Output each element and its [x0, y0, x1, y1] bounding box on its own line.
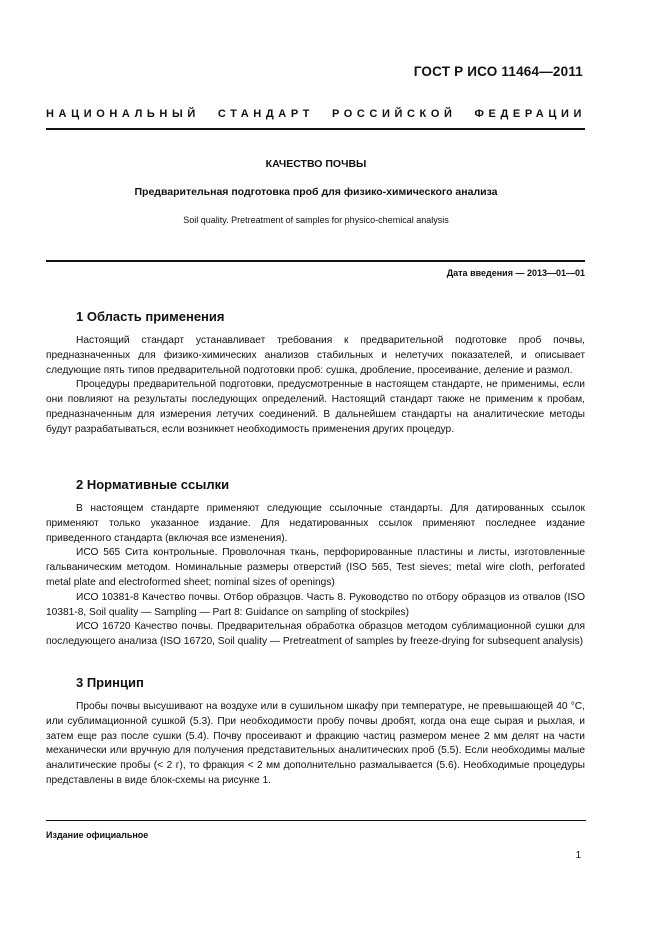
standard-title: КАЧЕСТВО ПОЧВЫ	[265, 158, 367, 170]
national-title-word: ФЕДЕРАЦИИ	[474, 108, 586, 120]
section-3-heading: 3 Принцип	[76, 675, 144, 690]
paragraph: Настоящий стандарт устанавливает требования к предварительной подготовке проб почвы, предназначенных для физико-химических анализов стабильных и нелетучих показателей, и описывает следующие пять типов предварительной подготовки проб: сушка, дробление, просеивание, деление и размол.	[46, 335, 585, 376]
section-2-body	[46, 502, 585, 650]
national-title-word: НАЦИОНАЛЬНЫЙ	[46, 108, 200, 120]
section-1-body	[46, 334, 585, 438]
paragraph: Процедуры предварительной подготовки, предусмотренные в настоящем стандарте, не применимы, если они повлияют на результаты последующих определений. Настоящий стандарт также не применим к пробам, предназначенным для измерения летучих соединений. В дальнейшем стандарты на аналитические методы будут разрабатываться, если возникнет необходимость применения других процедур.	[46, 379, 585, 435]
header-rule	[46, 128, 585, 130]
section-1-heading: 1 Область применения	[76, 309, 225, 324]
standard-subtitle: Предварительная подготовка проб для физико-химического анализа	[134, 186, 498, 198]
page-number: 1	[575, 850, 581, 861]
doc-code: ГОСТ Р ИСО 11464—2011	[413, 64, 583, 79]
national-standard-title	[46, 108, 586, 120]
footer-rule	[46, 820, 586, 821]
section-2-heading: 2 Нормативные ссылки	[76, 477, 230, 492]
paragraph: В настоящем стандарте применяют следующие ссылочные стандарты. Для датированных ссылок применяют только указанное издание. Для недатированных ссылок применяют последнее издание приведенного стандарта (включая все изменения).	[46, 503, 585, 544]
title-rule	[46, 260, 585, 262]
reference-item: ИСО 16720 Качество почвы. Предварительная обработка образцов методом сублимационной сушки для последующего анализа (ISO 16720, Soil quality — Pretreatment of samples by freeze-drying for subsequent analysis)	[46, 621, 585, 648]
reference-item: ИСО 565 Сита контрольные. Проволочная ткань, перфорированные пластины и листы, изготовленные гальваническим методом. Номинальные размеры отверстий (ISO 565, Test sieves; metal wire cloth, perforated metal plate and electroformed sheet; nominal sizes of openings)	[46, 547, 585, 588]
section-3-body	[46, 700, 585, 789]
standard-english-title: Soil quality. Pretreatment of samples for physico-chemical analysis	[183, 215, 449, 225]
national-title-word: РОССИЙСКОЙ	[331, 108, 457, 120]
official-edition-label: Издание официальное	[46, 830, 149, 840]
reference-item: ИСО 10381-8 Качество почвы. Отбор образцов. Часть 8. Руководство по отбору образцов из отвалов (ISO 10381-8, Soil quality — Sampling — Part 8: Guidance on sampling of stockpiles)	[46, 591, 585, 618]
introduction-date: Дата введения — 2013—01—01	[446, 268, 585, 278]
paragraph: Пробы почвы высушивают на воздухе или в сушильном шкафу при температуре, не превышающей 40 °С, или сублимационной сушкой (5.3). При необходимости пробу почвы дробят, когда она еще сырая и рыхлая, и затем еще раз после сушки (5.4). Почву просеивают и фракцию частиц размером менее 2 мм делят на части механически или вручную для получения представительных аналитических проб (5.5). Если необходимы малые аналитические пробы (< 2 г), то фракция < 2 мм дополнительно размалывается (5.6). Необходимые процедуры представлены в виде блок-схемы на рисунке 1.	[46, 701, 585, 786]
national-title-word: СТАНДАРТ	[217, 108, 314, 120]
